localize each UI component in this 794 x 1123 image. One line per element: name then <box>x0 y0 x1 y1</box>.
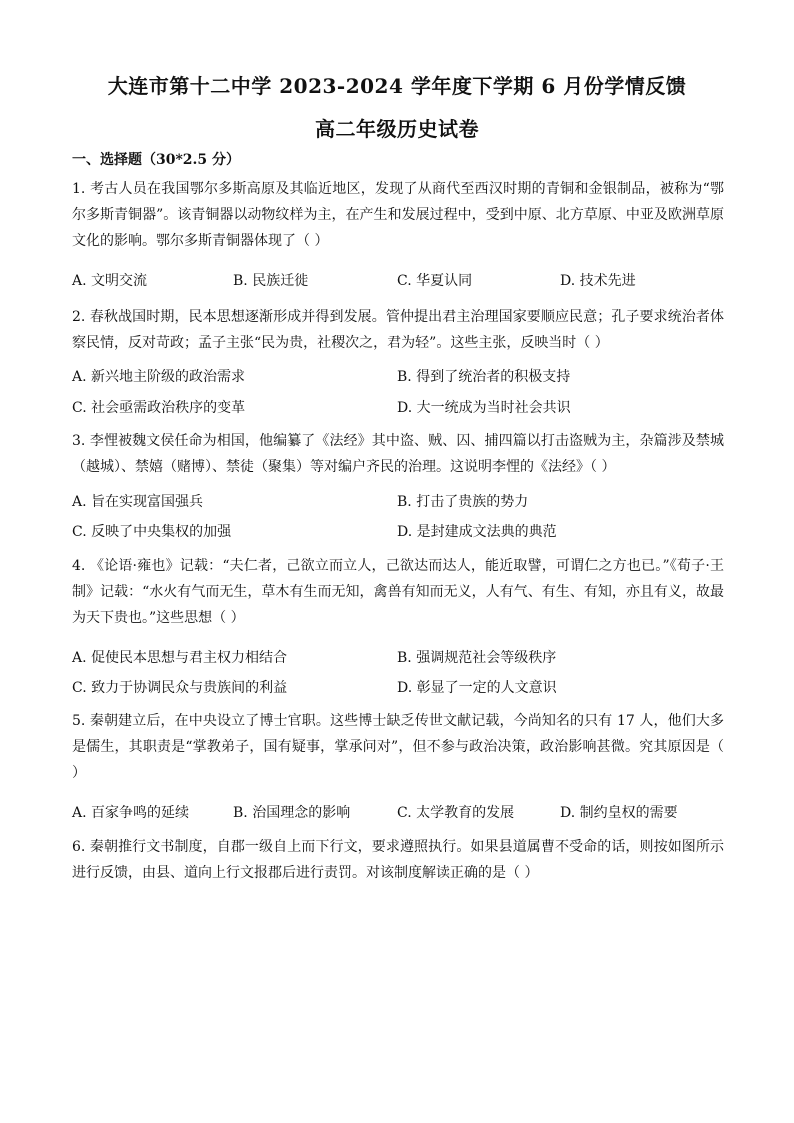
option-a: A. 文明交流 <box>72 273 148 289</box>
question-4-options-row1 <box>72 647 724 673</box>
option-d: D. 大一统成为当时社会共识 <box>397 400 571 416</box>
option-a: A. 促使民本思想与君主权力相结合 <box>72 650 288 666</box>
option-a: A. 百家争鸣的延续 <box>72 805 190 821</box>
exam-subtitle: 高二年级历史试卷 <box>315 117 479 141</box>
question-3-options-row2 <box>72 521 724 547</box>
option-c: C. 反映了中央集权的加强 <box>72 524 232 540</box>
question-4: 4. 《论语·雍也》记载：“夫仁者，己欲立而立人，己欲达而达人，能近取譬，可谓仁之方也已。”《荀子·王制》记载：“水火有气而无生，草木有生而无知，禽兽有知而无义，人有气、有生、有知，亦且有义，故最为天下贵也。”这些思想（ ） <box>72 558 724 626</box>
option-b: B. 民族迁徙 <box>233 273 309 289</box>
option-d: D. 制约皇权的需要 <box>560 805 678 821</box>
option-b: B. 强调规范社会等级秩序 <box>397 650 557 666</box>
option-d: D. 彰显了一定的人文意识 <box>397 680 557 696</box>
option-c: C. 太学教育的发展 <box>397 805 515 821</box>
section-heading: 一、选择题（30*2.5 分） <box>72 152 241 168</box>
option-c: C. 社会亟需政治秩序的变革 <box>72 400 246 416</box>
option-d: D. 技术先进 <box>560 273 636 289</box>
question-3-options-row1 <box>72 491 724 517</box>
option-c: C. 致力于协调民众与贵族间的利益 <box>72 680 288 696</box>
option-b: B. 治国理念的影响 <box>233 805 351 821</box>
option-a: A. 新兴地主阶级的政治需求 <box>72 369 246 385</box>
question-2-options-row2 <box>72 397 724 423</box>
question-2-options-row1 <box>72 366 724 392</box>
question-4-options-row2 <box>72 677 724 703</box>
question-5: 5. 秦朝建立后，在中央设立了博士官职。这些博士缺乏传世文献记载，今尚知名的只有 17 人，他们大多是儒生，其职责是“掌教弟子，国有疑事，掌承问对”，但不参与政治决策，政治影响甚微。究其原因是（ ） <box>72 713 724 781</box>
question-5-options <box>72 802 724 828</box>
option-b: B. 打击了贵族的势力 <box>397 494 529 510</box>
option-d: D. 是封建成文法典的典范 <box>397 524 557 540</box>
option-c: C. 华夏认同 <box>397 273 473 289</box>
question-1-options <box>72 270 724 296</box>
question-2: 2. 春秋战国时期，民本思想逐渐形成并得到发展。管仲提出君主治理国家要顺应民意；孔子要求统治者体察民情，反对苛政；孟子主张“民为贵，社稷次之，君为轻”。这些主张，反映当时（ ） <box>72 309 724 351</box>
question-1: 1. 考古人员在我国鄂尔多斯高原及其临近地区，发现了从商代至西汉时期的青铜和金银制品，被称为“鄂尔多斯青铜器”。该青铜器以动物纹样为主，在产生和发展过程中，受到中原、北方草原、中亚及欧洲草原文化的影响。鄂尔多斯青铜器体现了（ ） <box>72 181 724 249</box>
option-a: A. 旨在实现富国强兵 <box>72 494 204 510</box>
option-b: B. 得到了统治者的积极支持 <box>397 369 571 385</box>
question-3: 3. 李悝被魏文侯任命为相国，他编纂了《法经》其中盗、贼、囚、捕四篇以打击盗贼为主，杂篇涉及禁城（越城）、禁嬉（赌博）、禁徒（聚集）等对编户齐民的治理。这说明李悝的《法经》（ ） <box>72 433 724 475</box>
exam-title: 大连市第十二中学 2023-2024 学年度下学期 6 月份学情反馈 <box>107 74 687 98</box>
question-6: 6. 秦朝推行文书制度，自郡一级自上而下行文，要求遵照执行。如果县道属曹不受命的话，则按如图所示进行反馈，由县、道向上行文报郡后进行责罚。对该制度解读正确的是（ ） <box>72 839 724 881</box>
